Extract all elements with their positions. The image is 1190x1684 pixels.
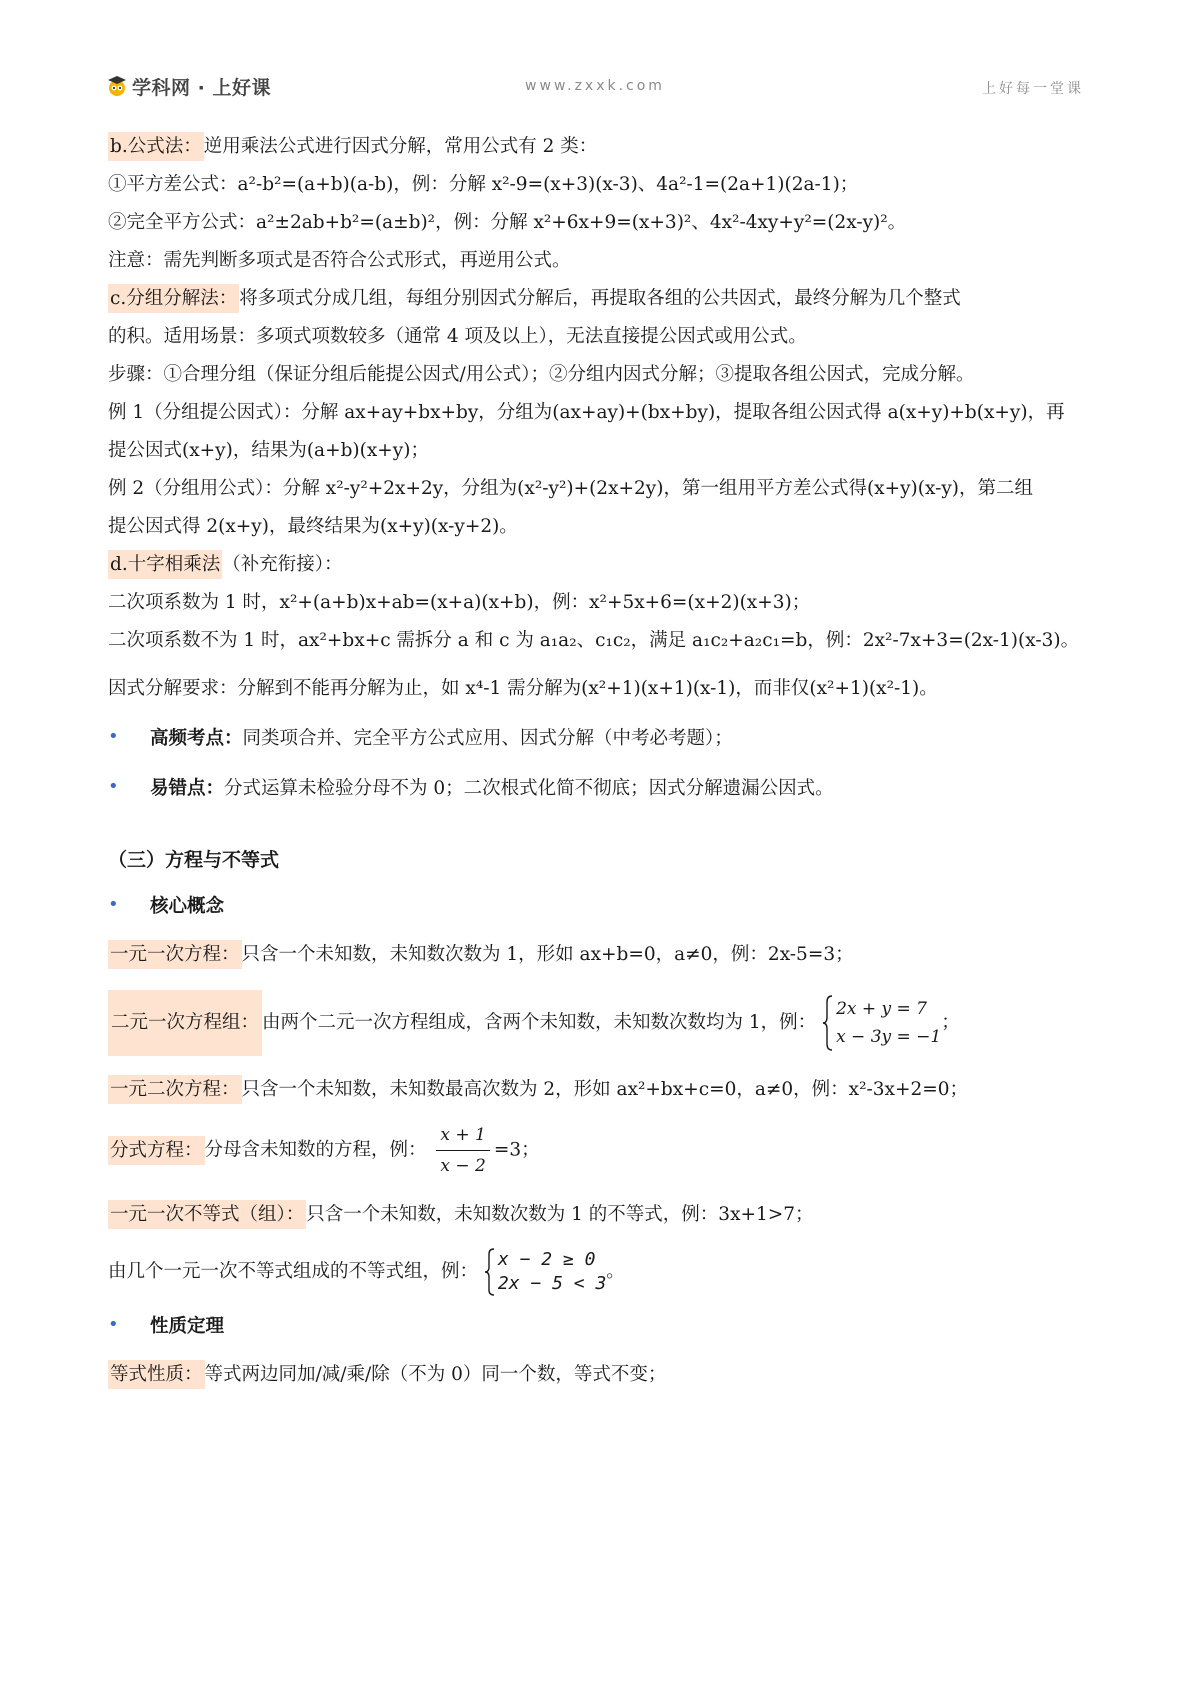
fraction-rhs: =3； [493,1139,540,1161]
grouping-method-label: c.分组分解法： [108,284,239,313]
error-prone-points [150,776,834,802]
grouping-method-text: 将多项式分成几组，每组分别因式分解后，再提取各组的公共因式，最终分解为几个整式 [239,288,961,309]
logo-text: 学科网 · 上好课 [132,76,271,99]
header-slogan: 上好每一堂课 [982,81,1084,97]
linear-equation-text: 只含一个未知数，未知数次数为 1，形如 ax+b=0，a≠0，例：2x-5=3； [241,944,854,965]
cross-method-case-2: 二次项系数不为 1 时，ax²+bx+c 需拆分 a 和 c 为 a₁a₂、c₁c₂，满足 a₁c₂+a₂c₁=b，例：2x²-7x+3=(2x-1)(x-3)。 [108,630,1080,651]
linear-system-text: 由两个二元一次方程组成，含两个未知数，未知数次数均为 1，例： [262,1012,817,1033]
fraction-equation-text: 分母含未知数的方程，例： [204,1139,427,1161]
fraction-equation-definition [108,1122,540,1179]
grouping-method-text-2: 的积。适用场景：多项式项数较多（通常 4 项及以上），无法直接提公因式或用公式。 [108,326,807,347]
page-header [0,0,1190,130]
core-concepts-heading: 核心概念 [150,896,225,917]
fraction-expression [436,1122,489,1179]
high-frequency-label: 高频考点： [150,728,243,749]
system-equation-1: 2x + y = 7 [836,999,927,1019]
grouping-example-2: 例 2（分组用公式）：分解 x²-y²+2x+2y，分组为(x²-y²)+(2x+2y)，第一组用平方差公式得(x+y)(x-y)，第二组 [108,478,1034,499]
linear-system-definition [108,990,960,1056]
cross-method-case-1: 二次项系数为 1 时，x²+(a+b)x+ab=(x+a)(x+b)，例：x²+5x+6=(x+2)(x+3)； [108,592,811,613]
fraction-denominator: x − 2 [440,1156,486,1176]
bullet-icon: • [108,726,119,747]
formula-note: 注意：需先判断多项式是否符合公式形式，再逆用公式。 [108,250,571,271]
grouping-steps: 步骤：①合理分组（保证分组后能提公因式/用公式）；②分组内因式分解；③提取各组公因式，完成分解。 [108,364,975,385]
left-brace-icon [484,1248,496,1296]
system-equation-2: x − 3y = −1 [836,1027,942,1047]
high-frequency-text: 同类项合并、完全平方公式应用、因式分解（中考必考题）； [242,728,733,749]
bullet-icon: • [108,776,119,797]
cross-method-suffix: （补充衔接）： [222,554,343,575]
linear-system-end: ； [941,1012,960,1033]
inequality-system-definition [108,1248,625,1296]
error-prone-label: 易错点： [150,778,225,799]
linear-equation-definition [108,942,854,968]
perfect-square-formula: ②完全平方公式：a²±2ab+b²=(a±b)²，例：分解 x²+6x+9=(x+3)²、4x²-4xy+y²=(2x-y)²。 [108,212,907,233]
section-title-equations: （三）方程与不等式 [108,849,280,871]
formula-method-label: b.公式法： [108,132,204,161]
equality-property [108,1362,666,1388]
difference-of-squares: ①平方差公式：a²-b²=(a+b)(a-b)，例：分解 x²-9=(x+3)(x-3)、4a²-1=(2a+1)(2a-1)； [108,174,859,195]
high-frequency-points [150,726,733,752]
inequality-system-text: 由几个一元一次不等式组成的不等式组，例： [108,1261,479,1282]
inequality-system [484,1248,606,1296]
inequality-label: 一元一次不等式（组）： [108,1200,306,1229]
grouping-example-1: 例 1（分组提公因式）：分解 ax+ay+bx+by，分组为(ax+ay)+(bx+by)，提取各组公因式得 a(x+y)+b(x+y)，再 [108,402,1065,423]
linear-equation-label: 一元一次方程： [108,940,242,969]
bullet-icon: • [108,894,119,915]
equation-system [822,995,941,1051]
quadratic-equation-label: 一元二次方程： [108,1075,242,1104]
cross-method-intro [108,552,343,578]
inequality-text: 只含一个未知数，未知数次数为 1 的不等式，例：3x+1>7； [306,1204,814,1225]
grouping-example-1-cont: 提公因式(x+y)，结果为(a+b)(x+y)； [108,440,429,461]
fraction-equation-label: 分式方程： [108,1136,205,1165]
fraction-numerator: x + 1 [436,1122,489,1151]
left-brace-icon [822,995,834,1051]
inequality-system-end: 。 [606,1261,625,1282]
equality-property-text: 等式两边同加/减/乘/除（不为 0）同一个数，等式不变； [204,1364,667,1385]
inequality-definition [108,1202,814,1228]
cross-method-label: d.十字相乘法 [108,550,222,579]
inequality-1: x − 2 ≥ 0 [497,1249,596,1270]
bullet-icon: • [108,1314,119,1335]
formula-method-text: 逆用乘法公式进行因式分解，常用公式有 2 类： [203,136,598,157]
properties-heading: 性质定理 [150,1316,225,1337]
equality-property-label: 等式性质： [108,1360,205,1389]
factorization-requirement: 因式分解要求：分解到不能再分解为止，如 x⁴-1 需分解为(x²+1)(x+1)(x-1)，而非仅(x²+1)(x²-1)。 [108,678,938,699]
grouping-example-2-cont: 提公因式得 2(x+y)，最终结果为(x+y)(x-y+2)。 [108,516,518,537]
quadratic-equation-definition [108,1077,968,1103]
grouping-method-intro [108,286,961,312]
site-url[interactable]: www.zxxk.com [525,78,665,94]
error-prone-text: 分式运算未检验分母不为 0；二次根式化简不彻底；因式分解遗漏公因式。 [224,778,834,799]
linear-system-label: 二元一次方程组： [108,990,262,1056]
quadratic-equation-text: 只含一个未知数，未知数最高次数为 2，形如 ax²+bx+c=0，a≠0，例：x²-3x+2=0； [241,1079,968,1100]
formula-method-intro [108,134,597,160]
inequality-2: 2x − 5 < 3 [497,1273,607,1294]
